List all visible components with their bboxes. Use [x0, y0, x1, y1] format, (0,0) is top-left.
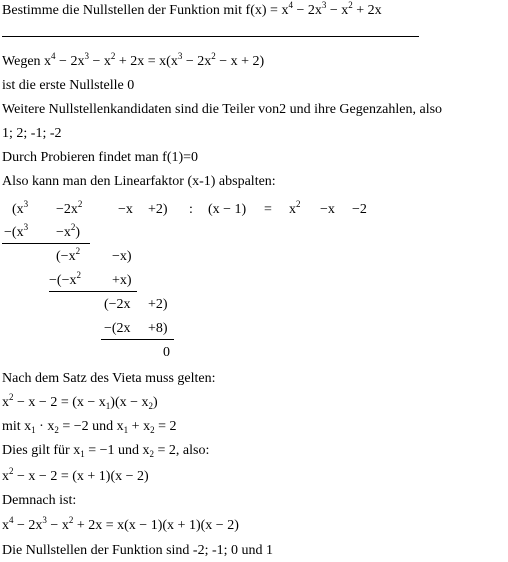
subtraction-term: $-(-x^2$ [49, 270, 81, 288]
vieta-intro-line: Nach dem Satz des Vieta muss gelten: [2, 371, 216, 386]
quadratic-factored-line: $x^2 - x - 2 = (x + 1)(x - 2)$ [2, 466, 149, 484]
division-operator: : [189, 202, 193, 217]
therefore-line: Demnach ist: [2, 493, 77, 508]
remainder-term: −x) [112, 249, 132, 264]
final-remainder: 0 [163, 345, 170, 360]
remainder-term: +2) [148, 297, 168, 312]
division-rule [101, 339, 174, 340]
conclusion-line: Die Nullstellen der Funktion sind -2; -1; 0 und 1 [2, 543, 274, 558]
page-title: Bestimme die Nullstellen der Funktion mit $f(x) = x^4 - 2x^3 - x^2 + 2x$ [2, 0, 382, 18]
dividend-term: −x [118, 202, 133, 217]
factor-intro-line: Wegen $x^4 - 2x^3 - x^2 + 2x = x(x^3 - 2x^2 - x + 2)$ [2, 51, 265, 69]
subtraction-term: $-x^2$) [56, 222, 81, 240]
title-divider [2, 36, 419, 37]
remainder-term: (−2x [104, 297, 131, 312]
division-rule [49, 291, 137, 292]
dividend-term: +2) [148, 202, 168, 217]
subtraction-term: +8) [148, 321, 168, 336]
subtraction-term: +x) [112, 273, 132, 288]
first-root-line: ist die erste Nullstelle 0 [2, 78, 135, 93]
dividend-term: ($x^3$ [12, 199, 29, 217]
subtraction-term: −(2x [104, 321, 131, 336]
quotient-term: −x [320, 202, 335, 217]
probe-line: Durch Probieren findet man f(1)=0 [2, 150, 199, 165]
quotient-term: −2 [352, 202, 367, 217]
vieta-equation-line: $x^2 - x - 2 = (x - x_1)(x - x_2)$ [2, 392, 158, 411]
vieta-solution-line: Dies gilt für $x_1 = -1$ und $x_2 = 2$, also: [2, 443, 210, 459]
dividend-term: $-2x^2$ [56, 199, 83, 217]
divisor: (x − 1) [208, 202, 247, 217]
division-rule [2, 243, 90, 244]
candidate-list-line: 1; 2; -1; -2 [2, 126, 62, 141]
candidates-line: Weitere Nullstellenkandidaten sind die Teiler von2 und ihre Gegenzahlen, also [2, 102, 443, 117]
quotient-term: $x^2$ [289, 199, 301, 217]
remainder-term: ($-x^2$ [56, 246, 81, 264]
linear-factor-line: Also kann man den Linearfaktor (x-1) abspalten: [2, 174, 276, 189]
full-factored-line: $x^4 - 2x^3 - x^2 + 2x = x(x - 1)(x + 1)(x - 2)$ [2, 515, 239, 533]
subtraction-term: $-(x^3$ [4, 222, 29, 240]
equals-sign: = [264, 202, 272, 217]
vieta-conditions-line: mit $x_1 \cdot x_2 = -2$ und $x_1 + x_2 = 2$ [2, 419, 177, 435]
